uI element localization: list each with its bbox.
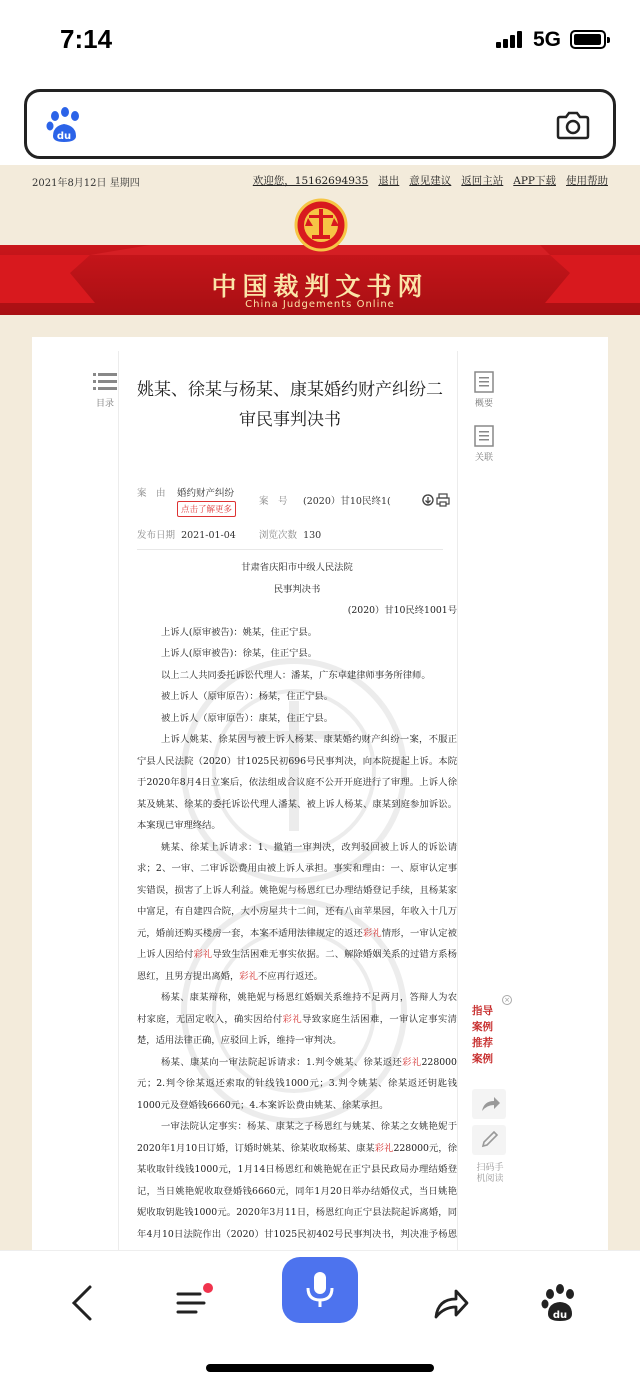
web-page <box>0 165 640 1250</box>
share-tool[interactable] <box>472 1089 506 1119</box>
paragraph <box>137 1052 457 1117</box>
case-number-label: 案 号 <box>259 496 288 507</box>
paragraph <box>137 837 457 988</box>
app-download-link[interactable]: APP下载 <box>513 175 556 187</box>
case-number-label-wrap <box>259 493 288 507</box>
court-emblem-icon <box>294 195 348 255</box>
site-title: 中国裁判文书网 <box>211 272 429 301</box>
toc-label: 目录 <box>95 399 114 409</box>
welcome-link[interactable]: 欢迎您，15162694935 <box>252 175 369 187</box>
signal-icon <box>496 30 524 48</box>
list-icon <box>93 371 117 393</box>
party-line: 上诉人(原审被告)：姚某，住正宁县。 <box>161 626 318 638</box>
highlight-term: 彩礼 <box>282 1013 303 1025</box>
download-print-icons[interactable] <box>422 493 452 507</box>
text-run: 情形，一审认定被上诉人因给付 <box>137 927 457 960</box>
highlight-term: 彩礼 <box>402 1056 422 1068</box>
party-line: 以上二人共同委托诉讼代理人：潘某，广东卓建律师事务所律师。 <box>161 669 431 681</box>
highlight-term: 彩礼 <box>193 949 213 960</box>
help-link[interactable]: 使用帮助 <box>566 175 608 187</box>
share-icon <box>472 1089 506 1119</box>
menu-button[interactable] <box>168 1271 218 1335</box>
highlight-term: 彩礼 <box>239 970 258 982</box>
case-reason-row <box>137 485 166 499</box>
home-indicator[interactable] <box>206 1364 434 1372</box>
divider <box>137 549 443 550</box>
text-run: 228000元，徐某收取针线钱1000元，1月14日杨恩红和姚艳妮在正宁县民政局办理结婚登记，当日姚艳妮收取登婚钱6660元，同年1月20日举办结婚仪式，当日姚艳妮收取钥匙钱1000元。2020年3月11日，杨恩红向正宁县法院起诉离婚，同年4月10日法院作出（2020）甘1025民初402号民事判决书，判决准予杨恩 <box>137 1142 457 1240</box>
document-kind: 民事判决书 <box>273 583 321 595</box>
publish-label: 发布日期 <box>137 530 176 541</box>
logout-link[interactable]: 退出 <box>378 175 400 187</box>
back-button[interactable] <box>60 1271 104 1335</box>
publish-row <box>137 527 236 541</box>
party-line: 被上诉人（原审原告）：杨某，住正宁县。 <box>161 691 333 702</box>
toc-button[interactable] <box>90 371 120 409</box>
microphone-icon <box>304 1270 336 1310</box>
voice-search-button[interactable] <box>282 1257 358 1323</box>
guide-line: 推荐 <box>472 1037 493 1049</box>
share-arrow-icon <box>430 1285 470 1321</box>
summary-label: 概要 <box>474 399 493 409</box>
menu-icon <box>170 1283 216 1323</box>
pencil-icon <box>472 1125 506 1155</box>
judgment-document <box>118 351 458 1261</box>
case-reason-label: 案 由 <box>137 488 166 499</box>
browser-toolbar <box>0 1250 640 1385</box>
camera-icon[interactable] <box>555 108 591 142</box>
document-body <box>137 557 457 1288</box>
guide-line: 指导 <box>472 1005 493 1017</box>
battery-icon <box>570 30 606 49</box>
text-run: 不应再行返还。 <box>257 970 323 982</box>
status-time: 7:14 <box>60 24 113 54</box>
text-run: 导致家庭生活困难，一审认定事实清楚，适用法律正确，应驳回上诉，维持一审判决。 <box>137 1013 457 1046</box>
home-link[interactable]: 返回主站 <box>461 175 504 187</box>
scan-line: 机阅读 <box>476 1174 504 1184</box>
baidu-paw-icon <box>45 106 83 144</box>
highlight-term: 彩礼 <box>374 1142 394 1154</box>
document-number: (2020）甘10民终1001号 <box>347 605 457 616</box>
party-line: 上诉人(原审被告)：徐某，住正宁县。 <box>161 648 318 659</box>
text-run: 杨某、康某向一审法院起诉请求：1.判令姚某、徐某返还 <box>161 1056 403 1068</box>
baidu-home-button[interactable] <box>535 1271 585 1335</box>
guide-line: 案例 <box>472 1053 493 1065</box>
party-line: 被上诉人（原审原告）：康某，住正宁县。 <box>161 712 333 724</box>
svg-text:du: du <box>552 1310 568 1321</box>
summary-button[interactable] <box>472 371 496 409</box>
chevron-left-icon <box>68 1283 96 1323</box>
highlight-term: 彩礼 <box>362 927 382 939</box>
site-banner <box>0 195 640 315</box>
text-run: 杨某、康某辩称，姚艳妮与杨恩红婚姻关系维持不足两月，答辩人为农村家庭，无固定收入，确实因给付 <box>137 992 457 1025</box>
learn-more-tag[interactable]: 点击了解更多 <box>177 501 236 517</box>
edit-tool[interactable] <box>472 1125 506 1155</box>
top-links <box>253 173 608 188</box>
close-icon[interactable]: × <box>502 995 512 1005</box>
scan-line: 扫码手 <box>476 1163 504 1173</box>
address-bar[interactable] <box>24 89 616 159</box>
feedback-link[interactable]: 意见建议 <box>409 175 452 187</box>
views-label: 浏览次数 <box>259 530 298 541</box>
network-label: 5G <box>533 28 562 51</box>
views-row <box>259 527 321 541</box>
current-date: 2021年8月12日 星期四 <box>32 178 140 189</box>
document-title: 姚某、徐某与杨某、康某婚约财产纠纷二审民事判决书 <box>137 380 443 430</box>
share-button[interactable] <box>425 1271 475 1335</box>
scan-to-read[interactable] <box>470 1163 510 1185</box>
publish-date: 2021-01-04 <box>181 530 236 541</box>
document-container <box>32 337 608 1257</box>
court-name: 甘肃省庆阳市中级人民法院 <box>241 562 353 573</box>
text-run: 导致生活困难无事实依据。二、解除婚姻关系的过错方系杨恩红，且男方提出离婚， <box>137 949 457 982</box>
views-value: 130 <box>303 530 322 541</box>
text-run: 228000元；2.判令徐某返还索取的针线钱1000元；3.判令姚某、徐某返还钥匙钱1000元及登婚钱6660元；4.本案诉讼费由姚某、徐某承担。 <box>137 1056 457 1111</box>
baidu-paw-icon <box>540 1283 580 1323</box>
related-button[interactable] <box>472 425 496 463</box>
case-reason-value: 婚约财产纠纷 <box>177 488 235 499</box>
guide-cases-panel[interactable] <box>472 996 510 1067</box>
text-run: 姚某、徐某上诉请求：1、撤销一审判决，改判驳回被上诉人的诉讼请求；2、一审、二审诉讼费用由被上诉人承担。事实和理由：一、原审认定事实错误，损害了上诉人利益。姚艳妮与杨恩红已办理结婚登记手续，且杨某家中富足，有自建四合院，大小房屋共十二间，还有八亩苹果园，年收入十几万元，婚前还购买楼房一套，本案不适用法律规定的返还 <box>137 841 457 939</box>
svg-text:du: du <box>56 131 72 142</box>
top-info-bar <box>0 165 640 193</box>
summary-icon <box>474 371 494 393</box>
guide-line: 案例 <box>472 1021 493 1033</box>
related-label: 关联 <box>474 453 493 463</box>
text-run: 一审法院认定事实：杨某、康某之子杨恩红与姚某、徐某之女姚艳妮于2020年1月10日订婚，订婚时姚某、徐某收取杨某、康某 <box>137 1121 457 1154</box>
case-number-value: (2020）甘10民终1( <box>303 496 391 507</box>
paragraph: 上诉人姚某、徐某因与被上诉人杨某、康某婚约财产纠纷一案，不服正宁县人民法院（2020）甘1025民初696号民事判决，向本院提起上诉。本院于2020年8月4日立案后，依法组成合议庭不公开开庭进行了审理。上诉人徐某及姚某、徐某的委托诉讼代理人潘某、被上诉人杨某、康某到庭参加诉讼。本案现已审理终结。 <box>137 734 457 831</box>
site-title-en: China Judgements Online <box>245 299 395 310</box>
paragraph <box>137 987 457 1052</box>
status-bar <box>0 0 640 82</box>
related-icon <box>474 425 494 447</box>
